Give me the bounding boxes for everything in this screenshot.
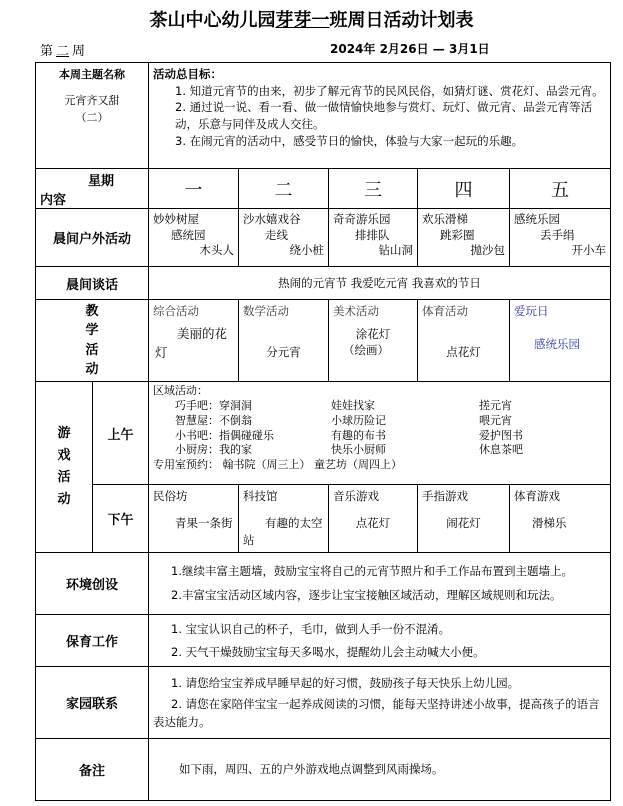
afternoon-label: 下午: [93, 485, 149, 553]
weekday-label: 星期: [88, 173, 115, 189]
games-char: 游: [57, 425, 71, 441]
outdoor-cell: [239, 209, 329, 267]
teaching-content: 美丽的花灯: [155, 325, 228, 361]
outdoor-cell: [149, 209, 239, 267]
afternoon-type: 科技馆: [243, 489, 278, 503]
teaching-char: 学: [85, 323, 99, 338]
goals-cell: [149, 63, 611, 169]
teaching-char: 教: [85, 303, 99, 319]
outdoor-place: 欢乐滑梯: [422, 212, 468, 226]
title-suffix: 班周日活动计划表: [329, 10, 474, 31]
area-item: 搓元宵: [479, 398, 512, 412]
page-title: [0, 6, 623, 32]
morning-label: 上午: [93, 382, 149, 485]
outdoor-game: 绕小桩: [289, 243, 324, 258]
outdoor-cell: [329, 209, 418, 267]
care-label: 保育工作: [36, 615, 149, 667]
care-item: 1. 宝宝认识自己的杯子，毛巾，做到人手一份不混淆。: [171, 622, 451, 637]
area-item: 休息茶吧: [479, 443, 523, 457]
area-row: [153, 414, 606, 429]
outdoor-game: 抛沙包: [470, 243, 505, 258]
environment-label: 环境创设: [36, 553, 149, 615]
environment-item: 2.丰富宝宝活动区域内容，逐步让宝宝接触区域活动，理解区域规则和玩法。: [171, 587, 562, 602]
outdoor-activity: 走线: [265, 227, 288, 242]
weekly-plan-table: [35, 62, 611, 801]
family-item: 2. 请您在家陪伴宝宝一起养成阅读的习惯，能每天坚持讲述小故事，提高孩子的语言表达能力。: [153, 696, 600, 730]
school-name: 茶山中心幼儿园: [149, 10, 276, 31]
special-room-booking: 专用室预约： 翰书院（周三上） 童艺坊（周四上）: [153, 458, 402, 472]
afternoon-type: 音乐游戏: [333, 489, 379, 503]
outdoor-activity: 感统园: [171, 227, 206, 242]
area-item: 小书吧：指偶碰碰乐: [175, 428, 274, 442]
area-item: 小球历险记: [331, 413, 386, 427]
week-number: 二: [56, 44, 70, 59]
area-item: 小厨房：我的家: [175, 443, 252, 457]
goal-item: 2. 通过说一说、看一看、做一做情愉快地参与赏灯、玩灯、做元宵、品尝元宵等活动，乐意与同伴及成人交往。: [175, 100, 593, 132]
afternoon-content: 青果一条街: [175, 515, 233, 530]
teaching-content: 分元宵: [266, 344, 301, 359]
day-wednesday: 三: [329, 169, 418, 209]
area-row: [153, 399, 606, 414]
outdoor-place: 沙水嬉戏谷: [243, 212, 301, 226]
day-monday: 一: [149, 169, 239, 209]
outdoor-place: 妙妙树屋: [153, 212, 199, 226]
outdoor-game: 木头人: [199, 243, 234, 258]
outdoor-cell: [418, 209, 510, 267]
care-item: 2. 天气干燥鼓励宝宝每天多喝水，提醒幼儿会主动喊大小便。: [171, 644, 485, 659]
day-friday: 五: [510, 169, 611, 209]
teaching-note: （绘画）: [343, 343, 389, 358]
teaching-cell: [239, 300, 329, 382]
afternoon-type: 体育游戏: [514, 489, 560, 503]
outdoor-label: 晨间户外活动: [36, 209, 149, 267]
games-char: 戏: [57, 447, 71, 463]
teaching-type: 数学活动: [243, 304, 289, 318]
afternoon-cell: [239, 485, 329, 553]
afternoon-cell: [329, 485, 418, 553]
class-name: 芽芽一: [275, 10, 330, 31]
afternoon-cell: [418, 485, 510, 553]
environment-cell: [149, 553, 611, 615]
care-cell: [149, 615, 611, 667]
family-cell: [149, 667, 611, 739]
area-label: 区域活动：: [153, 384, 208, 397]
afternoon-content: 滑梯乐: [532, 515, 567, 530]
area-item: 巧手吧：穿洞洞: [175, 398, 252, 412]
talk-label: 晨间谈话: [36, 267, 149, 300]
content-label: 内容: [40, 192, 67, 208]
area-item: 喂元宵: [479, 413, 512, 427]
environment-item: 1.继续丰富主题墙，鼓励宝宝将自己的元宵节照片和手工作品布置到主题墙上。: [171, 564, 573, 579]
afternoon-content: 闹花灯: [446, 515, 481, 530]
afternoon-cell: [510, 485, 611, 553]
theme-name: 元宵齐又甜: [64, 93, 120, 107]
outdoor-place: 奇奇游乐园: [333, 212, 391, 226]
outdoor-place: 感统乐园: [514, 212, 560, 226]
teaching-cell: [418, 300, 510, 382]
remarks-content: 如下雨，周四、五的户外游戏地点调整到风雨操场。: [149, 739, 611, 801]
outdoor-activity: 排排队: [355, 227, 390, 242]
teaching-label: [36, 300, 149, 382]
day-thursday: 四: [418, 169, 510, 209]
outdoor-game: 钻山洞: [378, 243, 413, 258]
weekday-header-cell: [36, 169, 149, 209]
family-label: 家园联系: [36, 667, 149, 739]
theme-cell: [36, 63, 149, 169]
afternoon-content: 点花灯: [355, 515, 391, 530]
area-item: 有趣的布书: [331, 428, 386, 442]
afternoon-content: 有趣的太空站: [243, 515, 323, 547]
week-prefix: 第: [40, 44, 54, 59]
teaching-content: 点花灯: [446, 344, 481, 359]
area-item: 快乐小厨师: [331, 443, 386, 457]
theme-sub: （二）: [75, 111, 109, 125]
family-item: 1. 请您给宝宝养成早睡早起的好习惯，鼓励孩子每天快乐上幼儿园。: [171, 675, 520, 690]
teaching-type: 美术活动: [333, 304, 379, 318]
teaching-char: 活: [85, 342, 99, 358]
goal-item: 3. 在闹元宵的活动中，感受节日的愉快，体验与大家一起玩的乐趣。: [175, 133, 524, 148]
area-item: 娃娃找家: [331, 398, 375, 412]
teaching-char: 动: [85, 362, 99, 377]
teaching-type: 综合活动: [153, 304, 199, 318]
teaching-type: 体育活动: [422, 304, 468, 318]
goals-label: 活动总目标：: [153, 67, 222, 81]
teaching-content: 感统乐园: [534, 336, 580, 351]
afternoon-cell: [149, 485, 239, 553]
outdoor-game: 开小车: [571, 243, 607, 258]
outdoor-cell: [510, 209, 611, 267]
games-char: 活: [57, 470, 71, 486]
games-char: 动: [57, 492, 71, 508]
area-row: [153, 443, 606, 458]
remarks-label: 备注: [36, 739, 149, 801]
area-item: 爱护图书: [479, 428, 523, 442]
area-item: 智慧屋：不倒翁: [175, 413, 252, 427]
games-label: [36, 382, 93, 553]
teaching-cell: [510, 300, 611, 382]
afternoon-type: 民俗坊: [153, 489, 188, 503]
teaching-content: 涂花灯: [355, 326, 391, 341]
teaching-cell: [149, 300, 239, 382]
outdoor-activity: 丢手绢: [540, 227, 575, 242]
week-suffix: 周: [72, 44, 86, 59]
area-activities-cell: [149, 382, 611, 485]
week-label: [40, 40, 85, 59]
outdoor-activity: 跳彩圈: [440, 227, 475, 242]
area-row: [153, 429, 606, 444]
teaching-type: 爱玩日: [514, 304, 549, 318]
date-range: 2024年 2月26日 — 3月1日: [330, 42, 490, 56]
goal-item: 1. 知道元宵节的由来，初步了解元宵节的民风民俗，如猜灯谜、赏花灯、品尝元宵。: [175, 83, 604, 98]
afternoon-type: 手指游戏: [422, 489, 468, 503]
teaching-cell: [329, 300, 418, 382]
talk-content: 热闹的元宵节 我爱吃元宵 我喜欢的节日: [149, 267, 611, 300]
day-tuesday: 二: [239, 169, 329, 209]
theme-label: 本周主题名称: [59, 68, 125, 81]
